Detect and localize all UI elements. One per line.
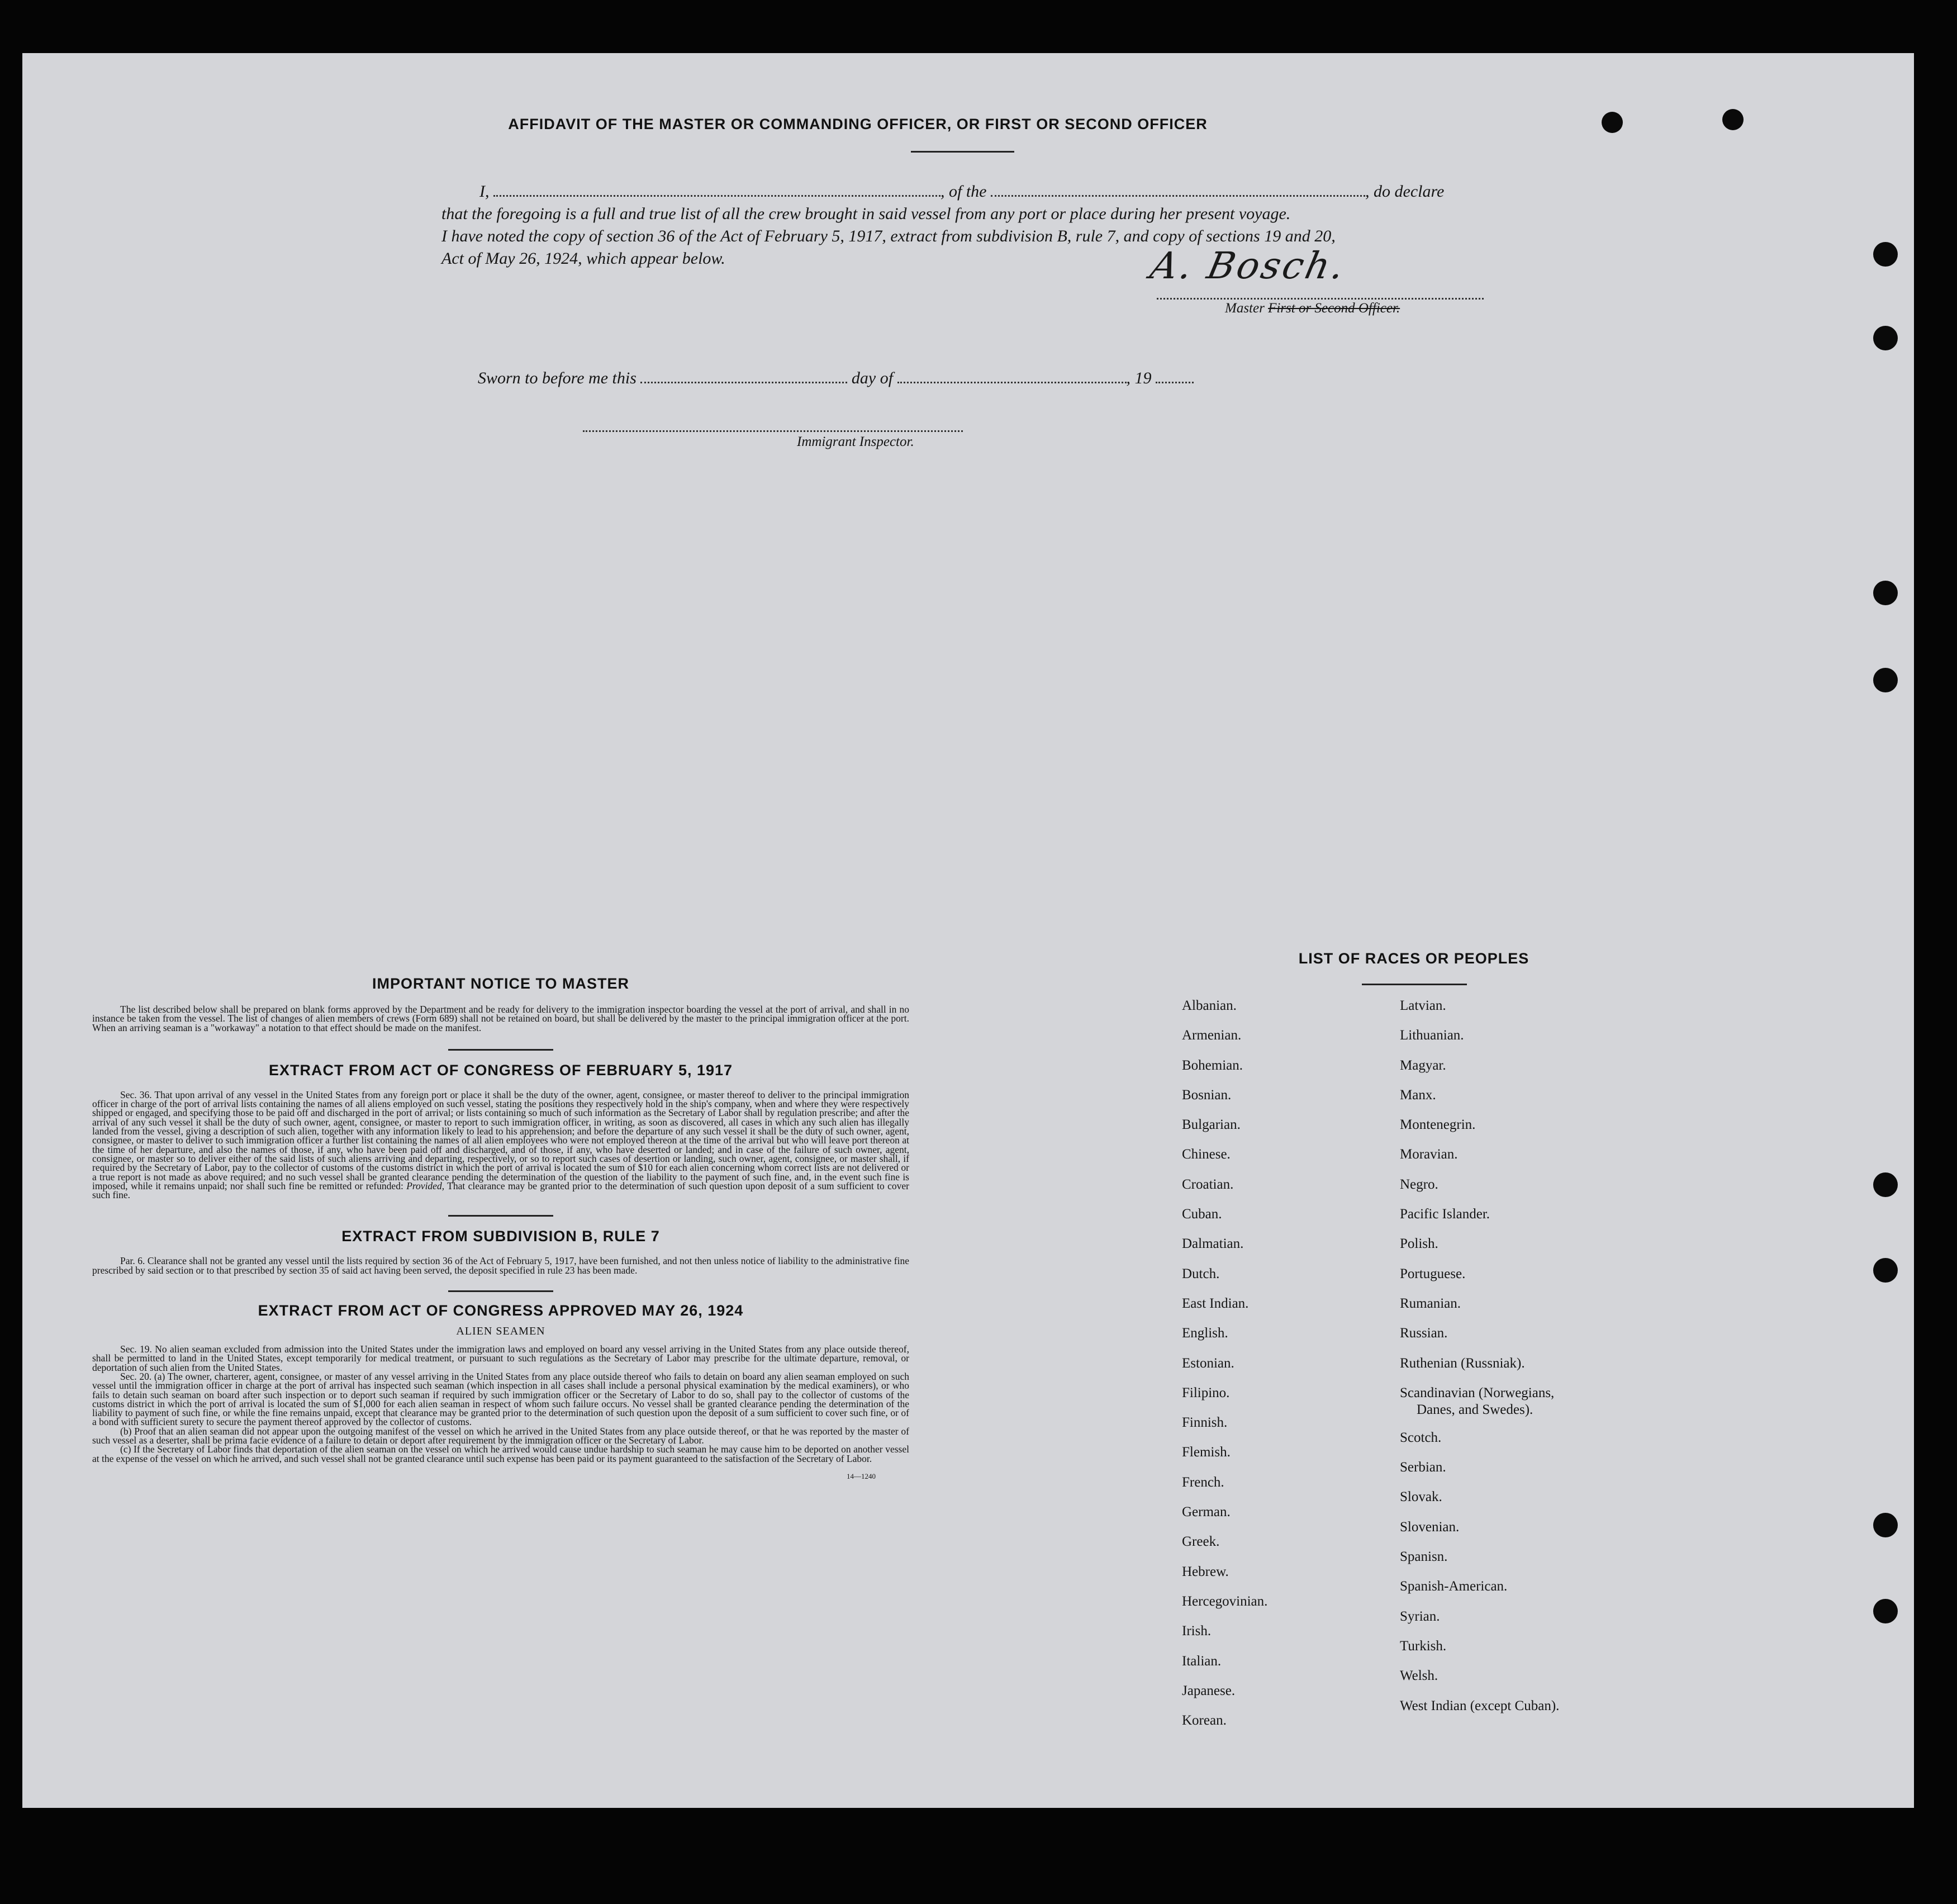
race-item: Filipino. [1182,1385,1230,1400]
sworn-month-blank[interactable] [897,382,1127,383]
race-item: French. [1182,1474,1224,1490]
race-item: Estonian. [1182,1355,1234,1371]
race-item: Syrian. [1400,1608,1440,1624]
race-item: Latvian. [1400,998,1446,1013]
races-column-2b [1400,1430,1559,1727]
race-scandinavian-2: Danes, and Swedes). [1417,1402,1533,1417]
race-item: Pacific Islander. [1400,1207,1490,1222]
label-sworn: Sworn to before me this [478,369,636,387]
notice-section [92,975,909,1481]
punch-hole [1873,326,1898,350]
race-item: Russian. [1400,1326,1448,1341]
race-item: Polish. [1400,1236,1438,1252]
name-blank[interactable] [493,195,940,197]
race-item: Irish. [1182,1623,1212,1639]
race-item: Cuban. [1182,1207,1222,1222]
divider [911,151,1014,153]
race-item: Montenegrin. [1400,1117,1476,1133]
label-year: , 19 [1126,369,1152,387]
race-item: Magyar. [1400,1057,1446,1073]
declaration-line-1 [441,181,1514,203]
divider [448,1290,553,1292]
par-6-text: Par. 6. Clearance shall not be granted any vessel until the lists required by section 36 of the Act of February 5, 1917, have been furnished, and not then unless notice of liability to the administrative fine prescribed by said section or to that prescribed by section 35 of said act having been served, the deposit specified in rule 23 has been made. [92,1255,909,1276]
sec-20c-text: (c) If the Secretary of Labor finds that deportation of the alien seaman on the vessel on which he arrived would cause undue hardship to such seaman he may cause him to be deported on another vessel at the expense of the vessel on which he arrived, and such vessel shall not be granted clearance until such expense has been paid or its payment guaranteed to the satisfaction of the Secretary of Labor. [92,1444,909,1464]
inspector-label: Immigrant Inspector. [797,434,914,449]
punch-hole [1722,109,1744,130]
race-item: Japanese. [1182,1683,1236,1698]
race-item: Hebrew. [1182,1564,1229,1579]
punch-hole [1873,1172,1898,1197]
race-item: Portuguese. [1400,1266,1466,1281]
act-1917-body [92,1090,909,1200]
sworn-year-blank[interactable] [1156,382,1194,383]
race-item: Armenian. [1182,1028,1242,1043]
race-item: Rumanian. [1400,1295,1461,1311]
race-item: Welsh. [1400,1668,1438,1684]
race-item: Serbian. [1400,1460,1446,1475]
race-item: Manx. [1400,1087,1436,1103]
label-of-the: , of the [940,182,987,201]
race-item: Slovenian. [1400,1519,1460,1535]
race-item: Chinese. [1182,1147,1231,1162]
race-item: Hercegovinian. [1182,1593,1268,1609]
race-item: Slovak. [1400,1489,1442,1505]
races-title: LIST OF RACES OR PEOPLES [1298,950,1530,967]
act-1924-body [92,1345,909,1463]
races-column-1 [1182,998,1267,1742]
race-item: Dalmatian. [1182,1236,1244,1252]
race-item: Flemish. [1182,1445,1231,1460]
race-item: Lithuanian. [1400,1028,1464,1043]
form-sheet [22,53,1914,1808]
divider [448,1215,553,1217]
act-1917-title: EXTRACT FROM ACT OF CONGRESS OF FEBRUARY 5, 1917 [268,1061,733,1079]
punch-hole [1602,112,1623,133]
rule-7-title: EXTRACT FROM SUBDIVISION B, RULE 7 [341,1228,660,1245]
race-item: Croatian. [1182,1176,1234,1192]
divider [1362,984,1467,985]
declaration-line-2: that the foregoing is a full and true list of all the crew brought in said vessel from any port or place during her present voyage. [441,205,1291,223]
divider [448,1049,553,1051]
label-day-of: day of [851,369,894,387]
signature-role [1225,301,1400,316]
notice-body [92,1005,909,1032]
sec-36-tail: That clearance may be granted prior to the determination of such question upon deposit of a sum sufficient to cover such fine. [92,1180,909,1201]
punch-hole [1873,668,1898,692]
inspector-line [583,430,963,432]
race-item: Italian. [1182,1653,1222,1669]
races-column-2a [1400,998,1559,1385]
race-item: West Indian (except Cuban). [1400,1698,1560,1713]
declaration-line-3: I have noted the copy of section 36 of the Act of February 5, 1917, extract from subdivision B, rule 7, and copy of sections 19 and 20, [441,227,1336,245]
sworn-line [478,369,1194,388]
race-item: Spanish-American. [1400,1579,1508,1594]
form-number: 14—1240 [847,1471,876,1480]
sworn-day-blank[interactable] [640,382,847,383]
race-item: Negro. [1400,1176,1438,1192]
races-column-2 [1400,998,1559,1727]
affidavit-declaration [441,181,1514,270]
punch-hole [1873,242,1898,267]
vessel-blank[interactable] [991,195,1365,197]
declaration-line-4: Act of May 26, 1924, which appear below. [441,249,725,268]
race-item: Bulgarian. [1182,1117,1241,1133]
sec-36-body: That upon arrival of any vessel in the United States from any foreign port or place it shall be the duty of the owner, agent, consignee, or master thereof to deliver to the principal immigration officer in charge of the port of arrival lists containing the names of all aliens employed on such vessel, stating the positions they respectively hold in the ship's company, when and where they were respectively shipped or engaged, and specifying those to be paid off and discharged in the port of arrival; or lists containing so much of such information as the Secretary of Labor shall by regulation prescribe; and after the arrival of any such vessel it shall be the duty of such owner, agent, consignee, or master to report to such immigration officer, in writing, as soon as discovered, all cases in which any such alien has illegally landed from the vessel, giving a description of such alien, together with any information likely to lead to his apprehension; and before the departure of any such vessel it shall be the duty of such owner, agent, consignee, or master to deliver to such immigration officer a further list containing the names of all alien employees who were not employed thereon at the time of the arrival but who will leave port thereon at the time of her departure, and also the names of those, if any, who have been paid off and discharged, and of those, if any, who have deserted or landed; and in case of the failure of such owner, agent, consignee, or master so to deliver either of the said lists of such aliens arriving and departing, respectively, or so to report such cases of desertion or landing, such owner, agent, consignee, or master shall, if required by the Secretary of Labor, pay to the collector of customs of the customs district in which the port of arrival is located the sum of $10 for each alien concerning whom correct lists are not delivered or a true report is not made as above required; and no such vessel shall be granted clearance pending the determination of the question of the liability to the payment of such fine, and, in the event such fine is imposed, while it remains unpaid; nor shall such fine be remitted or refunded: [92,1089,909,1191]
act-1924-subtitle: ALIEN SEAMEN [456,1325,545,1338]
punch-hole [1873,1599,1898,1623]
label-do-declare: , do declare [1365,182,1445,201]
role-master: Master [1225,301,1265,316]
race-item: Turkish. [1400,1638,1447,1654]
rule-7-body [92,1256,909,1275]
sec-36-label: Sec. 36. [120,1089,152,1100]
race-item: Korean. [1182,1713,1227,1729]
race-item: Greek. [1182,1534,1220,1550]
master-signature: A. Bosch. [1146,244,1351,287]
race-item: East Indian. [1182,1295,1249,1311]
race-item: Moravian. [1400,1147,1458,1162]
notice-text: The list described below shall be prepared on blank forms approved by the Department and be ready for delivery to the immigration inspector boarding the vessel at the port of arrival, and shall in no instance be taken from the vessel. The list of changes of alien members of crews (Form 689) shall not be retained on board, but shall be delivered by the master to the principal immigration officer at the port. When an arriving seaman is a "workaway" a notation to that effect should be made on the manifest. [92,1004,909,1033]
race-scandinavian-1: Scandinavian (Norwegians, [1400,1385,1555,1400]
punch-hole [1873,1258,1898,1283]
signature-line [1157,298,1484,300]
race-item: Albanian. [1182,998,1237,1013]
race-item: Bohemian. [1182,1057,1243,1073]
race-item: Ruthenian (Russniak). [1400,1355,1525,1371]
race-item: Dutch. [1182,1266,1220,1281]
sec-20a-text: Sec. 20. (a) The owner, charterer, agent, consignee, or master of any vessel arriving in the United States from any place outside thereof who fails to detain on board any alien seaman employed on such vessel until the immigration officer in charge at the port of arrival has inspected such seaman (which inspection in all cases shall include a personal physical examination by the medical examiners), or who fails to detain such seaman on board after such inspection or to deport such seaman if required by such immigration officer or the Secretary of Labor to do so, shall pay to the collector of customs of the customs district in which the port of arrival is located the sum of $1,000 for each alien seaman in respect of whom such failure occurs. No vessel shall be granted clearance pending the determination of the liability to payment of such fine, or while the fine remains unpaid, except that clearance may be granted prior to the determination of such question upon the deposit of a sum sufficient to cover such fine, or of a bond with sufficient surety to secure the payment thereof approved by the collector of customs. [92,1370,909,1428]
sec-36-text [92,1090,909,1200]
race-item: English. [1182,1326,1228,1341]
race-item: Spanisn. [1400,1549,1448,1565]
race-item: Bosnian. [1182,1087,1232,1103]
label-i: I, [479,182,490,201]
punch-hole [1873,1513,1898,1537]
race-item: Finnish. [1182,1415,1228,1431]
sec-19-text: Sec. 19. No alien seaman excluded from admission into the United States under the immigration laws and employed on board any vessel arriving in the United States from any place outside thereof, shall be permitted to land in the United States, except temporarily for medical treatment, or pursuant to such regulations as the Secretary of Labor may prescribe for the ultimate departure, removal, or deportation of such alien from the United States. [92,1343,909,1373]
punch-hole [1873,581,1898,605]
provided-label: Provided, [406,1180,445,1191]
race-item: German. [1182,1504,1231,1520]
notice-title: IMPORTANT NOTICE TO MASTER [372,975,629,992]
sec-20b-text: (b) Proof that an alien seaman did not appear upon the outgoing manifest of the vessel on which he arrived in the United States from any place outside thereof, or that he was reported by the master of such vessel as a deserter, shall be prima facie evidence of a failure to detain or deport after requirement by the immigration officer or the Secretary of Labor. [92,1425,909,1446]
act-1924-title: EXTRACT FROM ACT OF CONGRESS APPROVED MAY 26, 1924 [258,1302,744,1319]
role-struck: First or Second Officer. [1268,301,1400,316]
race-item: Scotch. [1400,1430,1442,1445]
race-item [1400,1385,1559,1430]
affidavit-title: AFFIDAVIT OF THE MASTER OR COMMANDING OFFICER, OR FIRST OR SECOND OFFICER [508,116,1208,132]
